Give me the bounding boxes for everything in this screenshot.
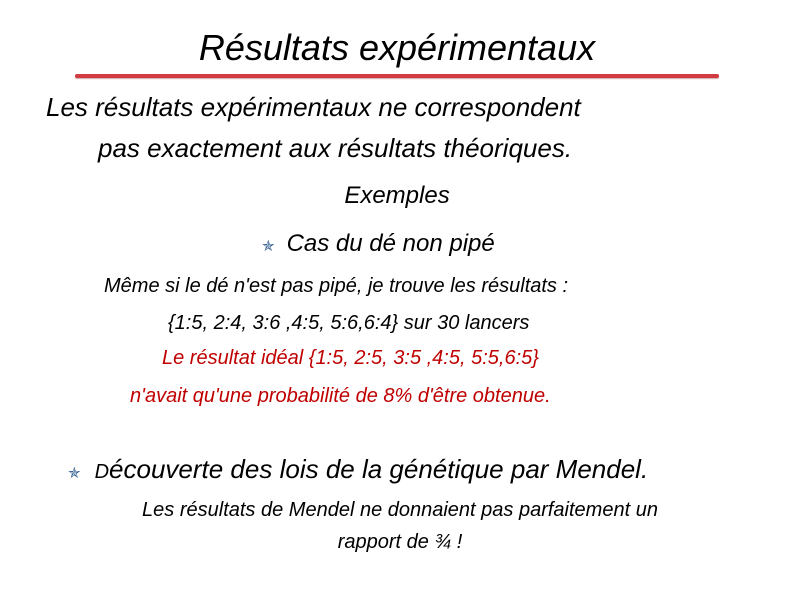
star-bullet-icon: ✯ [68, 465, 81, 483]
case1-heading-row [262, 228, 495, 261]
case1-heading: Cas du dé non pipé [286, 230, 495, 257]
case1-line-4: n'avait qu'une probabilité de 8% d'être obtenue. [130, 385, 551, 407]
case2-heading-lead: D [94, 461, 110, 483]
slide-title: Résultats expérimentaux [198, 27, 596, 68]
case2-heading-row [68, 452, 648, 489]
case1-line-3: Le résultat idéal {1:5, 2:5, 3:5 ,4:5, 5:5,6:5} [162, 347, 539, 369]
case1-line-1: Même si le dé n'est pas pipé, je trouve les résultats : [104, 275, 569, 297]
intro-line-2: pas exactement aux résultats théoriques. [98, 133, 573, 163]
conclusion-line-2: rapport de ¾ ! [337, 531, 463, 553]
case1-line-2: {1:5, 2:4, 3:6 ,4:5, 5:6,6:4} sur 30 lancers [168, 312, 530, 334]
title-underline [75, 74, 719, 78]
case2-heading: écouverte des lois de la génétique par Mendel. [109, 454, 649, 484]
examples-heading: Exemples [344, 182, 450, 209]
conclusion-line-1: Les résultats de Mendel ne donnaient pas parfaitement un [142, 499, 658, 521]
intro-line-1: Les résultats expérimentaux ne correspondent [46, 92, 581, 122]
star-bullet-icon: ✯ [262, 237, 275, 255]
